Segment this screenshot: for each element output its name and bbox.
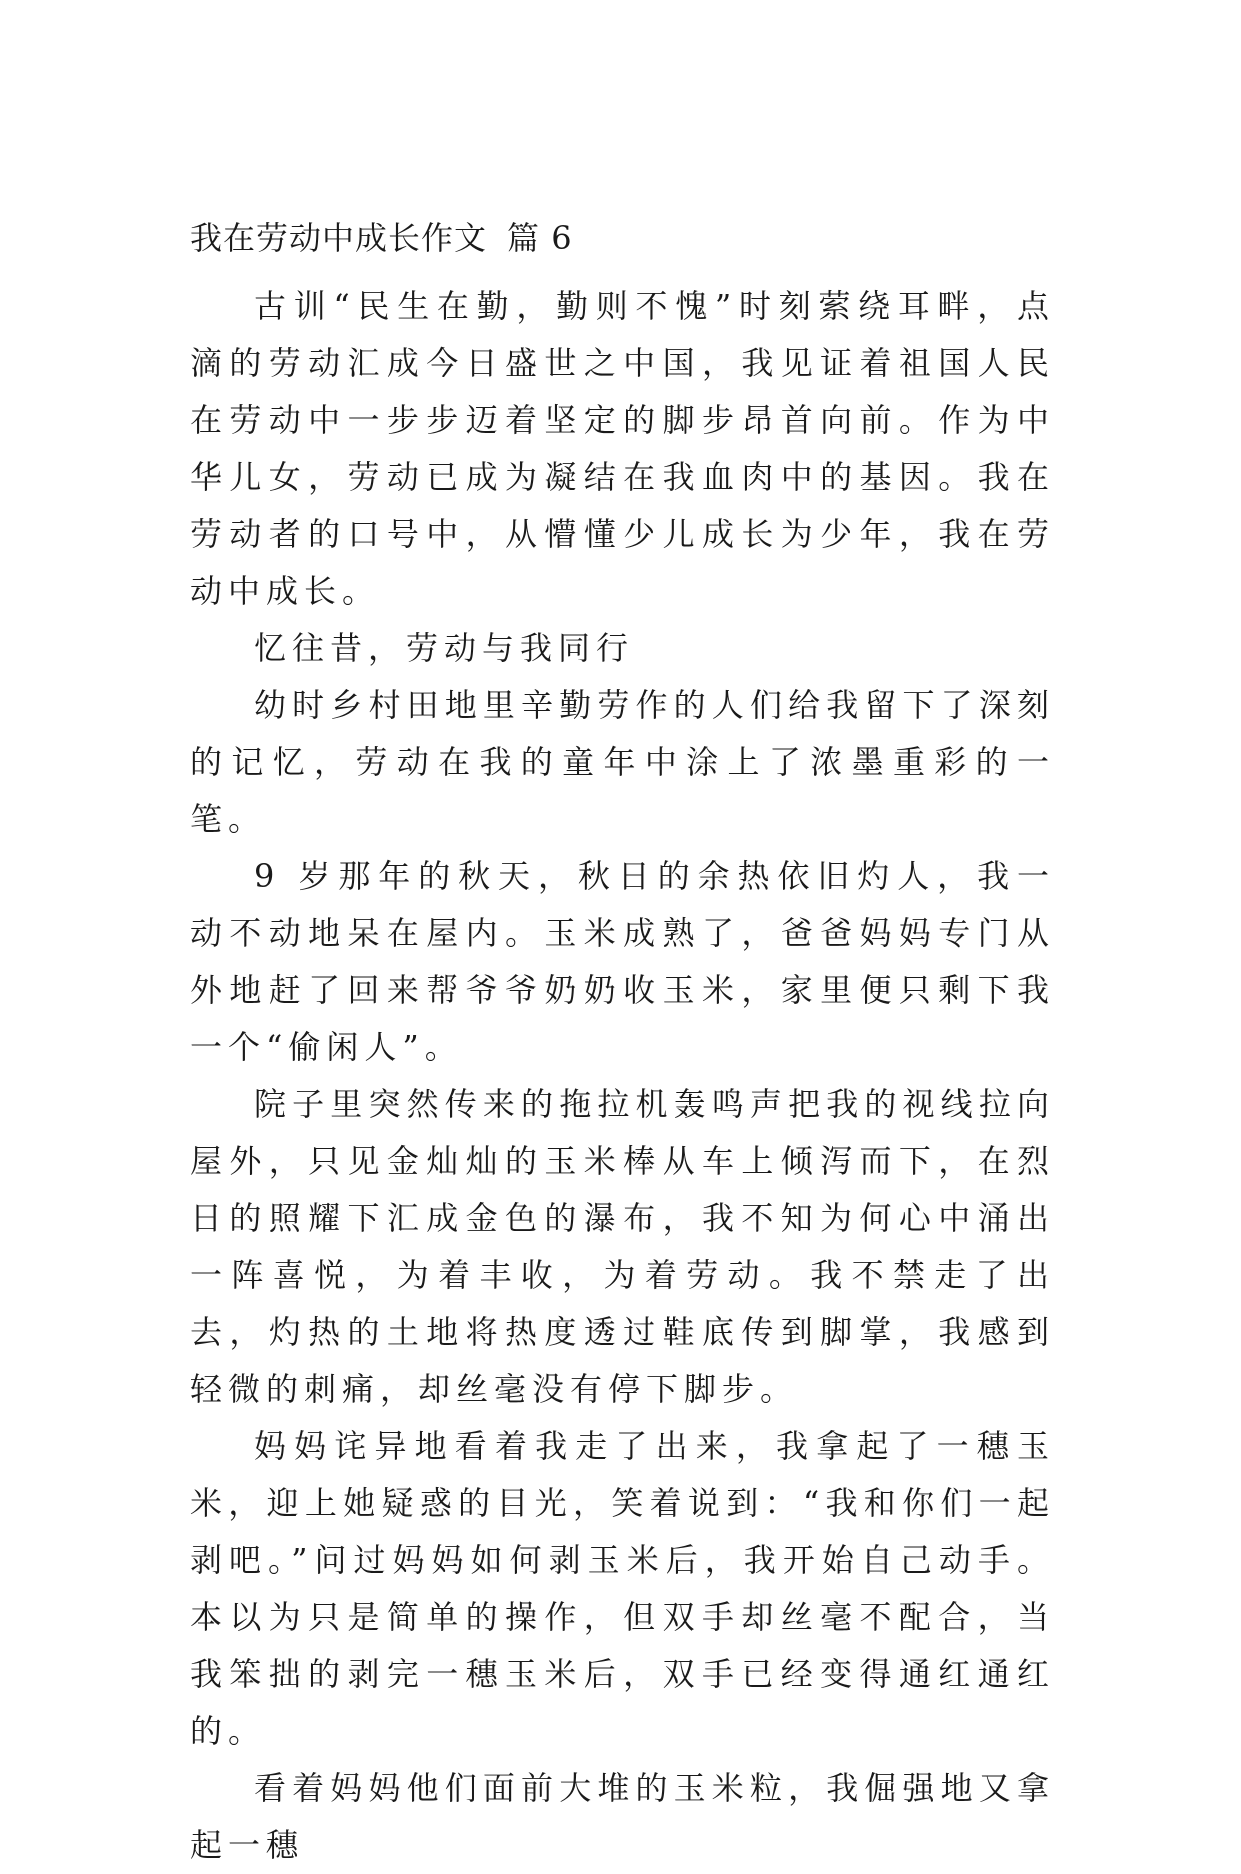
paragraph: 院子里突然传来的拖拉机轰鸣声把我的视线拉向屋外，只见金灿灿的玉米棒从车上倾泻而下，在烈日的照耀下汇成金色的瀑布，我不知为何心中涌出一阵喜悦，为着丰收，为着劳动。我不禁走了出去，灼热的土地将热度透过鞋底传到脚掌，我感到轻微的刺痛，却丝毫没有停下脚步。 xyxy=(190,1085,1055,1408)
paragraph: 妈妈诧异地看着我走了出来，我拿起了一穗玉米，迎上她疑惑的目光，笑着说到：“我和你们一起剥吧。”问过妈妈如何剥玉米后，我开始自己动手。本以为只是简单的操作，但双手却丝毫不配合，当我笨拙的剥完一穗玉米后，双手已经变得通红通红的。 xyxy=(190,1427,1055,1750)
paragraph: 9 岁那年的秋天，秋日的余热依旧灼人，我一动不动地呆在屋内。玉米成熟了，爸爸妈妈专门从外地赶了回来帮爷爷奶奶收玉米，家里便只剩下我一个“偷闲人”。 xyxy=(190,857,1055,1066)
paragraph: 幼时乡村田地里辛勤劳作的人们给我留下了深刻的记忆，劳动在我的童年中涂上了浓墨重彩的一笔。 xyxy=(190,686,1055,838)
essay-body xyxy=(190,278,1055,1874)
essay-title-text: 我在劳动中成长作文 xyxy=(190,219,488,257)
essay-part-number: 篇 6 xyxy=(507,219,573,257)
section-heading: 忆往昔，劳动与我同行 xyxy=(254,629,635,667)
paragraph: 看着妈妈他们面前大堆的玉米粒，我倔强地又拿起一穗 xyxy=(190,1769,1055,1864)
paragraph: 古训“民生在勤，勤则不愧”时刻萦绕耳畔，点滴的劳动汇成今日盛世之中国，我见证着祖国人民在劳动中一步步迈着坚定的脚步昂首向前。作为中华儿女，劳动已成为凝结在我血肉中的基因。我在劳动者的口号中，从懵懂少儿成长为少年，我在劳动中成长。 xyxy=(190,287,1055,610)
essay-title xyxy=(190,218,573,258)
